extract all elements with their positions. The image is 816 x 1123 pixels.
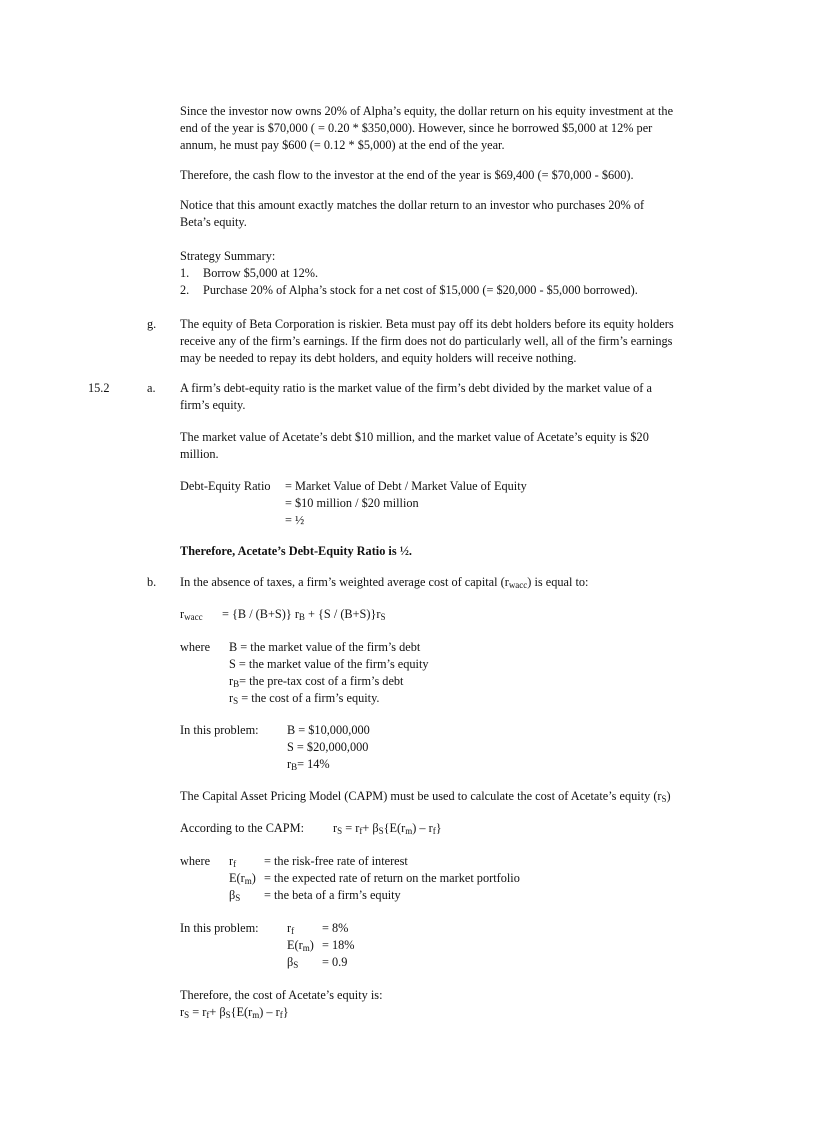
inprob2-label: In this problem:	[180, 921, 259, 935]
strategy-title: Strategy Summary:	[180, 249, 276, 263]
part-b-intro	[180, 574, 588, 591]
wacc-sub: wacc	[184, 612, 203, 622]
capm-sub-s2: S	[378, 826, 384, 836]
part-g-line-1: The equity of Beta Corporation is riskier. Beta must pay off its debt holders before its equity holders	[180, 317, 674, 331]
v-erm-sub: m	[302, 943, 310, 953]
def-erm-post: )	[251, 871, 256, 885]
part-a-line-2: firm’s equity.	[180, 398, 246, 412]
def-s: S = the market value of the firm’s equity	[229, 657, 429, 671]
final-eq5: }	[282, 1005, 289, 1019]
v-beta-sym	[287, 954, 298, 971]
wacc-mid: + {S / (B+S)}r	[304, 607, 381, 621]
part-g-line-2: receive any of the firm’s earnings. If the firm does not do particularly well, all of the firm’s earnings	[180, 334, 673, 348]
def-erm-sub: m	[244, 876, 252, 886]
val-rb	[287, 756, 330, 773]
part-a-line-1: A firm’s debt-equity ratio is the market value of the firm’s debt divided by the market value of a	[180, 381, 652, 395]
v-rf-r: r	[287, 921, 292, 935]
val-rb-text: = 14%	[297, 757, 330, 771]
def-erm-pre: E(r	[229, 871, 245, 885]
wacc-sub-s: S	[380, 612, 386, 622]
capm-sub-m: m	[405, 826, 413, 836]
val-rb-sub: B	[291, 762, 298, 772]
v-rf-sub: f	[291, 926, 295, 936]
capm-eq3: {E(r	[383, 821, 406, 835]
therefore-line: Therefore, the cost of Acetate’s equity is:	[180, 988, 383, 1002]
para-f1-line-3: annum, he must pay $600 (= 0.12 * $5,000) at the end of the year.	[180, 138, 505, 152]
part-b-intro-sub: wacc	[508, 580, 528, 590]
v-beta-text: = 0.9	[322, 955, 348, 969]
final-r: r	[180, 1005, 185, 1019]
def-b: B = the market value of the firm’s debt	[229, 640, 421, 654]
part-g-line-3: may be needed to repay its debt holders, and equity holders will receive nothing.	[180, 351, 577, 365]
v-erm-post: )	[309, 938, 314, 952]
para-f3-line-2: Beta’s equity.	[180, 215, 247, 229]
ratio-line-2: = $10 million / $20 million	[285, 496, 419, 510]
para-f1-line-2: end of the year is $70,000 ( = 0.20 * $350,000). However, since he borrowed $5,000 at 12% per	[180, 121, 653, 135]
strategy-step-2-text: Purchase 20% of Alpha’s stock for a net cost of $15,000 (= $20,000 - $5,000 borrowed).	[203, 283, 638, 297]
capm-sub-f2: f	[432, 826, 436, 836]
def-rf-r: r	[229, 854, 234, 868]
def-rs-sub: S	[233, 696, 239, 706]
final-sub-m: m	[252, 1010, 260, 1020]
capm-r: r	[333, 821, 338, 835]
part-a-label: a.	[147, 381, 156, 395]
capm-label: According to the CAPM:	[180, 821, 304, 835]
where-label: where	[180, 640, 211, 654]
market-line-1: The market value of Acetate’s debt $10 million, and the market value of Acetate’s equity is $20	[180, 430, 649, 444]
capm-eq4: ) – r	[412, 821, 433, 835]
strategy-step-1-text: Borrow $5,000 at 12%.	[203, 266, 319, 280]
ratio-label: Debt-Equity Ratio	[180, 479, 271, 493]
final-sub-s: S	[184, 1010, 190, 1020]
def-rb-sub: B	[233, 679, 240, 689]
part-b-intro-text: In the absence of taxes, a firm’s weighted average cost of capital (r	[180, 575, 509, 589]
final-formula	[180, 1004, 289, 1021]
capm-eq1: = r	[342, 821, 360, 835]
v-rf-text: = 8%	[322, 921, 349, 935]
para-f1-line-1: Since the investor now owns 20% of Alpha’s equity, the dollar return on his equity investment at the	[180, 104, 674, 118]
def-rs	[229, 690, 380, 707]
val-b: B = $10,000,000	[287, 723, 370, 737]
def-rs-text: = the cost of a firm’s equity.	[238, 691, 380, 705]
capm-intro	[180, 788, 671, 805]
capm-intro-post: )	[666, 789, 671, 803]
val-rb-r: r	[287, 757, 292, 771]
v-erm-text: = 18%	[322, 938, 355, 952]
def-rs-r: r	[229, 691, 234, 705]
capm-intro-sub: S	[661, 794, 667, 804]
wacc-r: r	[180, 607, 185, 621]
def-erm-text: = the expected rate of return on the market portfolio	[264, 871, 520, 885]
def-rb	[229, 673, 403, 690]
market-line-2: million.	[180, 447, 219, 461]
problem-number: 15.2	[88, 381, 110, 395]
final-sub-f: f	[206, 1010, 210, 1020]
ratio-line-1: = Market Value of Debt / Market Value of Equity	[285, 479, 527, 493]
final-eq4: ) – r	[259, 1005, 280, 1019]
v-erm-pre: E(r	[287, 938, 303, 952]
para-f2: Therefore, the cash flow to the investor at the end of the year is $69,400 (= $70,000 - $600).	[180, 168, 634, 182]
capm-eq2: + β	[362, 821, 379, 835]
final-sub-f2: f	[279, 1010, 283, 1020]
capm-sub-f: f	[359, 826, 363, 836]
def-rf-text: = the risk-free rate of interest	[264, 854, 408, 868]
final-eq1: = r	[189, 1005, 207, 1019]
strategy-step-1-num: 1.	[180, 266, 190, 280]
def-rb-text: = the pre-tax cost of a firm’s debt	[239, 674, 404, 688]
wacc-formula	[222, 606, 386, 623]
val-s: S = $20,000,000	[287, 740, 369, 754]
v-beta-symbol: β	[287, 955, 294, 969]
part-b-label: b.	[147, 575, 157, 589]
part-g-label: g.	[147, 317, 157, 331]
para-f3-line-1: Notice that this amount exactly matches the dollar return to an investor who purchases 20% of	[180, 198, 645, 212]
def-beta-text: = the beta of a firm’s equity	[264, 888, 401, 902]
capm-sub-s: S	[337, 826, 343, 836]
inprob-label: In this problem:	[180, 723, 259, 737]
capm-intro-text: The Capital Asset Pricing Model (CAPM) must be used to calculate the cost of Acetate’s equity (r	[180, 789, 662, 803]
where2-label: where	[180, 854, 211, 868]
strategy-step-2-num: 2.	[180, 283, 190, 297]
wacc-sub-b: B	[298, 612, 305, 622]
v-erm-sym	[287, 937, 314, 954]
def-rf-sym	[229, 853, 236, 870]
part-b-intro-post: ) is equal to:	[527, 575, 589, 589]
def-rb-r: r	[229, 674, 234, 688]
def-beta-sub: S	[235, 893, 241, 903]
part-a-conclusion: Therefore, Acetate’s Debt-Equity Ratio is ½.	[180, 544, 413, 558]
final-eq2: + β	[209, 1005, 226, 1019]
def-erm-sym	[229, 870, 256, 887]
wacc-lhs	[180, 606, 203, 623]
v-rf-sym	[287, 920, 294, 937]
def-beta-sym	[229, 887, 240, 904]
capm-formula	[333, 820, 442, 837]
def-beta-symbol: β	[229, 888, 236, 902]
final-sub-s2: S	[225, 1010, 231, 1020]
final-eq3: {E(r	[230, 1005, 253, 1019]
ratio-line-3: = ½	[285, 513, 305, 527]
def-rf-sub: f	[233, 859, 237, 869]
v-beta-sub: S	[293, 960, 299, 970]
capm-eq5: }	[435, 821, 442, 835]
wacc-eq: = {B / (B+S)} r	[222, 607, 299, 621]
